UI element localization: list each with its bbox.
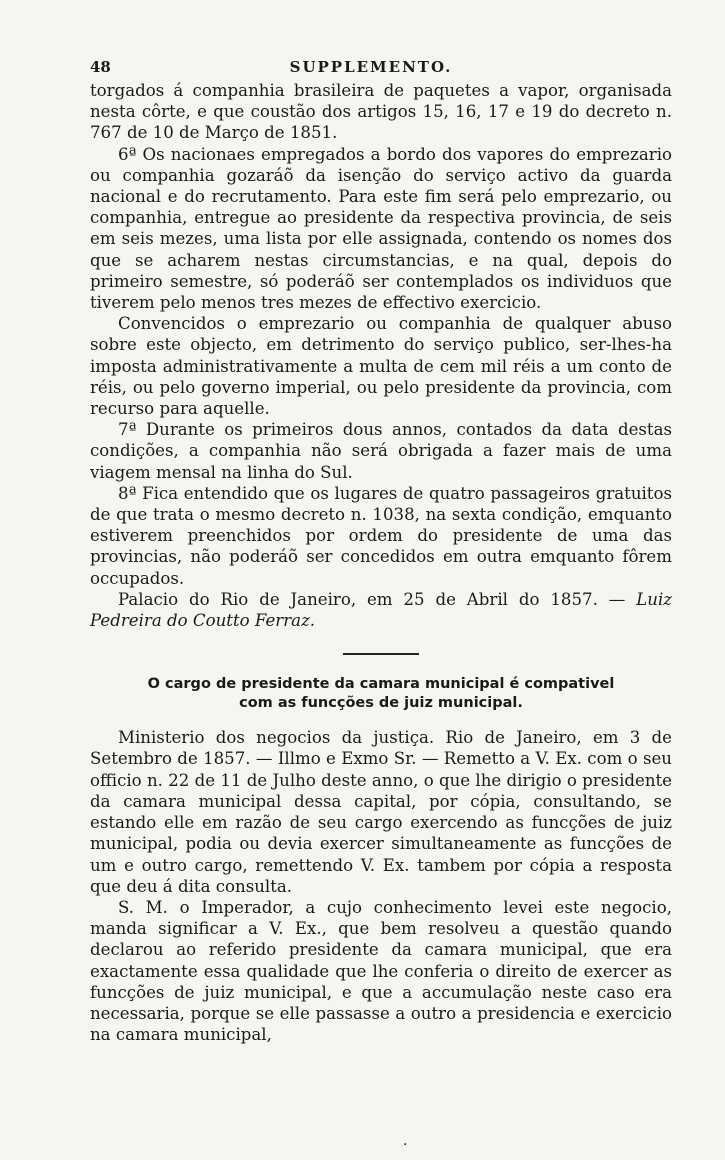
document-page [90,58,672,1045]
signature-paragraph [90,589,672,631]
paragraph-emperor-decision: S. M. o Imperador, a cujo conhecimento levei este negocio, manda significar a V. Ex., que bem resolveu a questão quando declarou ao referido presidente da camara municipal, que era exactamente essa qualidade que lhe conferia o direito de exercer as funcções de juiz municipal, e que a accumulação neste caso era necessaria, porque se elle passasse a outro a presidencia e exercicio na camara municipal, [90,897,672,1045]
page-header [90,58,672,76]
section-divider [343,653,419,655]
section-title-line-2: com as funcções de juiz municipal. [239,695,523,712]
paragraph-penalty: Convencidos o emprezario ou companhia de qualquer abuso sobre este objecto, em detrimento do serviço publico, ser-lhes-ha imposta administrativamente a multa de cem mil réis a um conto de réis, ou pelo governo imperial, ou pelo presidente da provincia, com recurso para aquelle. [90,314,672,419]
footer-mark: . [403,1133,408,1149]
signature-name: Luiz Pedreira do Coutto Ferraz. [90,589,672,631]
section-title-line-1: O cargo de presidente da camara municipal é compativel [147,676,615,693]
paragraph-condition-7: 7ª Durante os primeiros dous annos, contados da data destas condições, a companhia não será obrigada a fazer mais de uma viagem mensal na linha do Sul. [90,420,672,482]
page-number: 48 [90,58,111,76]
paragraph-continuation: torgados á companhia brasileira de paquetes a vapor, organisada nesta côrte, e que coustão dos artigos 15, 16, 17 e 19 do decreto n. 767 de 10 de Março de 1851. [90,81,672,143]
paragraph-condition-6: 6ª Os nacionaes empregados a bordo dos vapores do emprezario ou companhia gozaráõ da isenção do serviço activo da guarda nacional e do recrutamento. Para este fim será pelo emprezario, ou companhia, entregue ao presidente da respectiva provincia, de seis em seis mezes, uma lista por elle assignada, contendo os nomes dos que se acharem nestas circumstancias, e na qual, depois do primeiro semestre, só poderáõ ser contemplados os individuos que tiverem pelo menos tres mezes de effectivo exercicio. [90,144,672,313]
paragraph-ministry-letter: Ministerio dos negocios da justiça. Rio de Janeiro, em 3 de Setembro de 1857. — Illmo e Exmo Sr. — Remetto a V. Ex. com o seu officio n. 22 de 11 de Julho deste anno, o que lhe dirigio o presidente da camara municipal dessa capital, por cópia, consultando, se estando elle em razão de seu cargo exercendo as funcções de juiz municipal, podia ou devia exercer simultaneamente as funcções de um e outro cargo, remettendo V. Ex. tambem por cópia a resposta que deu á dita consulta. [90,728,672,896]
section-title [90,675,672,713]
paragraph-condition-8: 8ª Fica entendido que os lugares de quatro passageiros gratuitos de que trata o mesmo decreto n. 1038, na sexta condição, emquanto estiverem preenchidos por ordem do presidente de uma das provincias, não poderáõ ser concedidos em outra emquanto fôrem occupados. [90,483,672,588]
signature-place-date: Palacio do Rio de Janeiro, em 25 de Abril do 1857. — [118,589,637,609]
running-title: SUPPLEMENTO. [289,58,453,76]
